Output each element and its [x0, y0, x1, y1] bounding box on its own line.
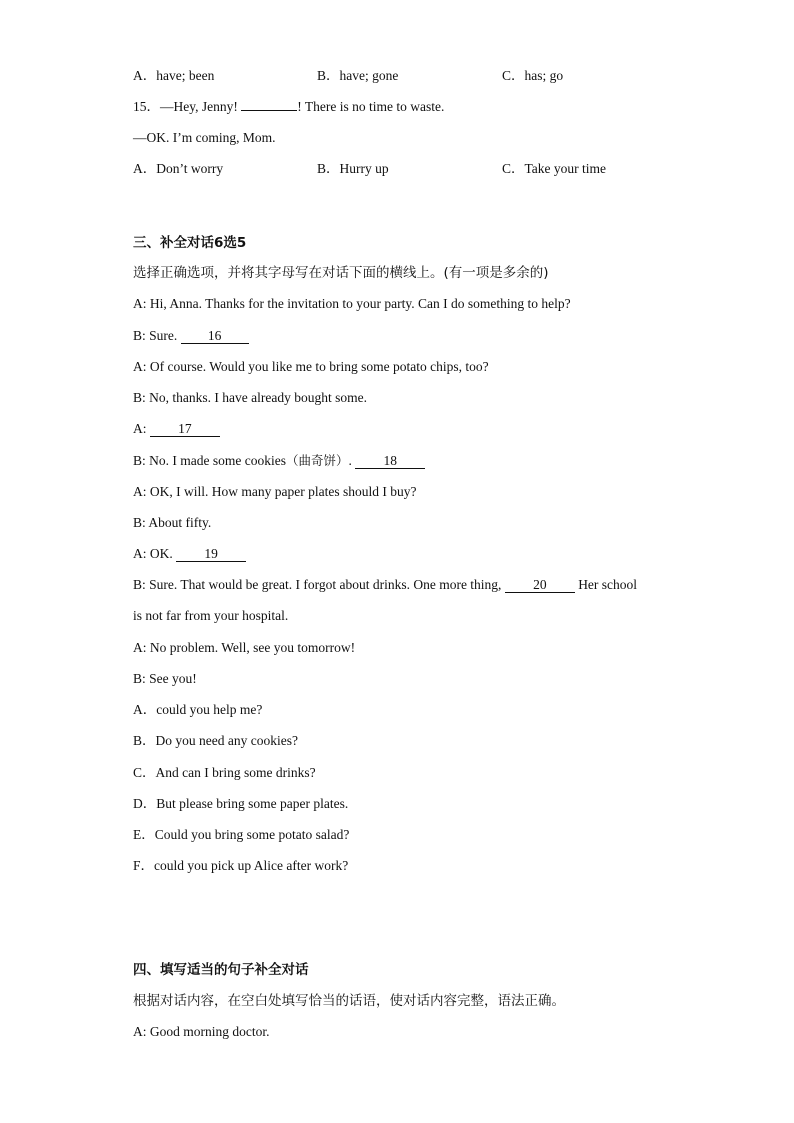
blank-19[interactable]: 19 [176, 547, 246, 562]
dialogue-line-2: B: Sure. 16 [133, 328, 249, 344]
blank-17[interactable]: 17 [150, 422, 220, 437]
q14-option-a[interactable]: A．have; been [133, 68, 215, 83]
dialogue-line-10: B: Sure. That would be great. I forgot about drinks. One more thing, 20 Her school [133, 577, 638, 592]
q15-stem: 15．—Hey, Jenny! ! There is no time to waste. [133, 99, 445, 114]
q15-option-a[interactable]: A．Don’t worry [133, 161, 224, 176]
q15-blank[interactable] [241, 110, 297, 111]
section4-title: 四、填写适当的句子补全对话 [133, 962, 309, 978]
option-b[interactable]: B．Do you need any cookies? [133, 733, 298, 748]
dialogue-line-1: A: Hi, Anna. Thanks for the invitation to your party. Can I do something to help? [133, 296, 571, 311]
dialogue-line-12: A: No problem. Well, see you tomorrow! [133, 640, 356, 655]
option-c[interactable]: C．And can I bring some drinks? [133, 765, 316, 780]
blank-18[interactable]: 18 [355, 454, 425, 469]
q15-reply: —OK. I’m coming, Mom. [133, 130, 276, 145]
dialogue-line-11: is not far from your hospital. [133, 608, 289, 623]
dialogue-line-3: A: Of course. Would you like me to bring some potato chips, too? [133, 359, 489, 374]
dialogue-line-4: B: No, thanks. I have already bought some. [133, 390, 367, 405]
section4-instruction: 根据对话内容，在空白处填写恰当的话语，使对话内容完整，语法正确。 [133, 993, 565, 1009]
q14-option-b[interactable]: B．have; gone [317, 68, 399, 83]
dialogue-line-7: A: OK, I will. How many paper plates should I buy? [133, 484, 417, 499]
dialogue-line-13: B: See you! [133, 671, 197, 686]
section3-instruction: 选择正确选项，并将其字母写在对话下面的横线上。(有一项是多余的) [133, 265, 549, 281]
q15-option-b[interactable]: B．Hurry up [317, 161, 389, 176]
section3-title: 三、补全对话6选5 [133, 235, 247, 251]
dialogue-line-5: A: 17 [133, 421, 220, 437]
blank-16[interactable]: 16 [181, 329, 249, 344]
q14-option-c[interactable]: C．has; go [502, 68, 564, 83]
blank-20[interactable]: 20 [505, 578, 575, 593]
dialogue-line-6: B: No. I made some cookies（曲奇饼）. 18 [133, 453, 425, 469]
dialogue-line-9: A: OK. 19 [133, 546, 246, 562]
dialogue-line-8: B: About fifty. [133, 515, 212, 530]
option-e[interactable]: E．Could you bring some potato salad? [133, 827, 350, 842]
option-a[interactable]: A．could you help me? [133, 702, 263, 717]
option-d[interactable]: D．But please bring some paper plates. [133, 796, 349, 811]
option-f[interactable]: F．could you pick up Alice after work? [133, 858, 349, 873]
section4-first-line: A: Good morning doctor. [133, 1024, 270, 1039]
q15-option-c[interactable]: C．Take your time [502, 161, 607, 176]
